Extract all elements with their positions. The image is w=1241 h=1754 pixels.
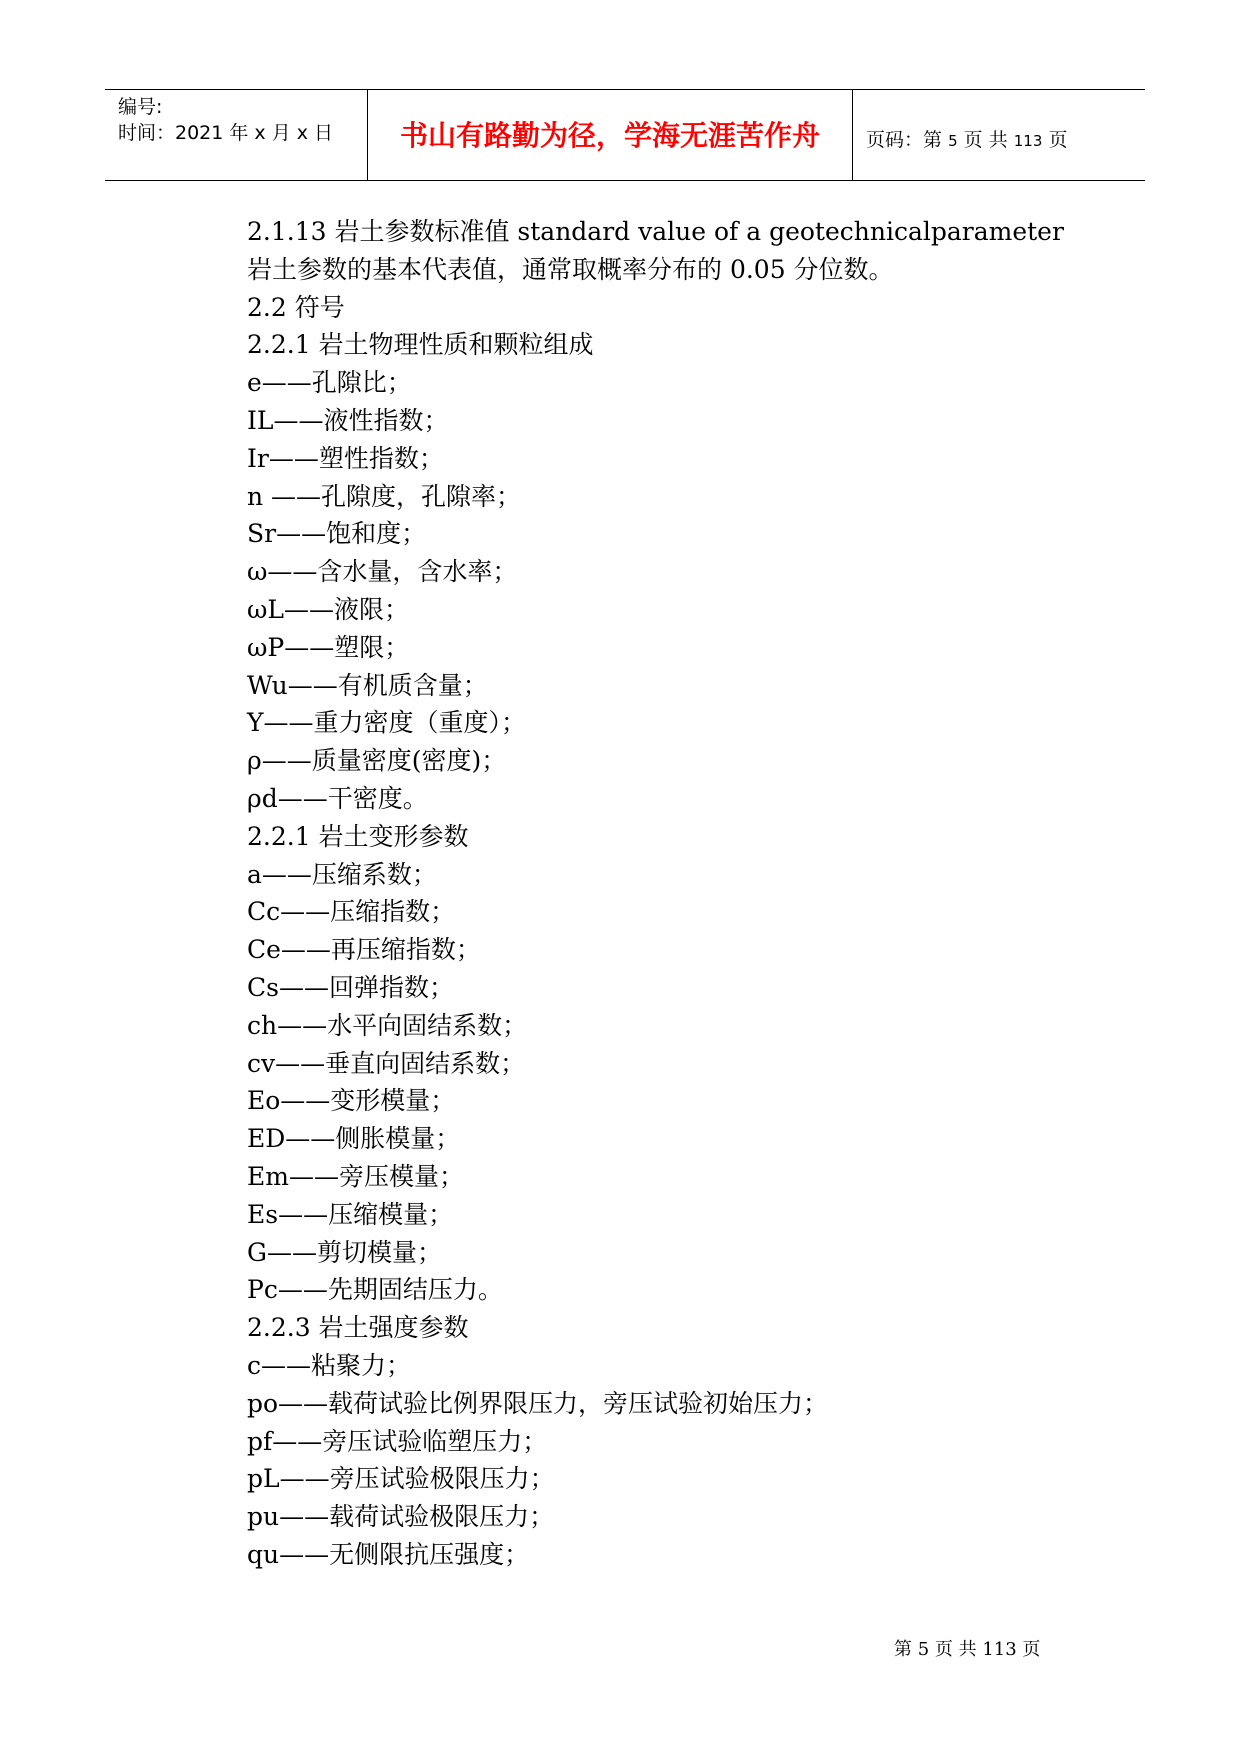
page-suffix: 页 xyxy=(1048,129,1068,151)
text-line: G——剪切模量； xyxy=(247,1237,442,1267)
text-line: pL——旁压试验极限压力； xyxy=(247,1464,555,1494)
text-line: 2.2 符号 xyxy=(247,292,345,322)
header-motto: 书山有路勤为径，学海无涯苦作舟 xyxy=(399,119,820,152)
text-line: e——孔隙比； xyxy=(247,368,412,398)
text-line: ω——含水量，含水率； xyxy=(247,557,518,587)
text-line: Ce——再压缩指数； xyxy=(247,935,481,965)
text-line: qu——无侧限抗压强度； xyxy=(247,1539,530,1569)
header-info-cell xyxy=(105,90,368,180)
text-line: a——压缩系数； xyxy=(247,859,437,889)
text-line: 岩土参数的基本代表值，通常取概率分布的 0.05 分位数。 xyxy=(247,254,894,284)
text-line: Es——压缩模量； xyxy=(247,1199,454,1229)
text-line: Cs——回弹指数； xyxy=(247,972,454,1002)
text-line: pu——载荷试验极限压力； xyxy=(247,1502,555,1532)
header-page-number xyxy=(866,125,1067,152)
text-line: 2.2.1 岩土物理性质和颗粒组成 xyxy=(247,330,594,360)
text-line: Y——重力密度（重度）； xyxy=(247,708,527,738)
text-line: Sr——饱和度； xyxy=(247,519,427,549)
text-line: c——粘聚力； xyxy=(247,1350,412,1380)
text-line: Cc——压缩指数； xyxy=(247,897,456,927)
header-page-cell xyxy=(853,90,1145,180)
text-line: ωL——液限； xyxy=(247,594,409,624)
text-line: 2.2.1 岩土变形参数 xyxy=(247,821,469,851)
page-header xyxy=(105,89,1145,181)
text-line: Wu——有机质含量； xyxy=(247,670,488,700)
text-line: ch——水平向固结系数； xyxy=(247,1010,528,1040)
page-total: 113 xyxy=(1013,132,1043,150)
text-line: ρd——干密度。 xyxy=(247,783,428,813)
text-line: n ——孔隙度，孔隙率； xyxy=(247,481,522,511)
text-line: cv——垂直向固结系数； xyxy=(247,1048,526,1078)
text-line: Ir——塑性指数； xyxy=(247,443,444,473)
page-prefix: 页码：第 xyxy=(866,129,943,151)
text-line: 2.1.13 岩土参数标准值 standard value of a geotechnicalparameter xyxy=(247,217,1064,246)
text-line: ED——侧胀模量； xyxy=(247,1124,461,1154)
document-time-label: 时间：2021 年 x 月 x 日 xyxy=(118,122,334,144)
header-motto-cell xyxy=(368,90,853,180)
text-line: ωP——塑限； xyxy=(247,632,410,662)
document-body xyxy=(247,213,1147,1574)
text-line: Eo——变形模量； xyxy=(247,1086,456,1116)
text-line: Em——旁压模量； xyxy=(247,1161,464,1191)
text-line: IL——液性指数； xyxy=(247,405,449,435)
text-line: Pc——先期固结压力。 xyxy=(247,1275,503,1305)
page-middle: 页 共 xyxy=(963,129,1008,151)
page-footer: 第 5 页 共 113 页 xyxy=(894,1639,1041,1660)
text-line: pf——旁压试验临塑压力； xyxy=(247,1426,548,1456)
document-number-label: 编号: xyxy=(118,96,163,118)
page-current: 5 xyxy=(948,132,958,150)
text-line: ρ——质量密度(密度)； xyxy=(247,746,507,776)
text-line: 2.2.3 岩土强度参数 xyxy=(247,1313,469,1343)
text-line: po——载荷试验比例界限压力，旁压试验初始压力； xyxy=(247,1388,829,1418)
